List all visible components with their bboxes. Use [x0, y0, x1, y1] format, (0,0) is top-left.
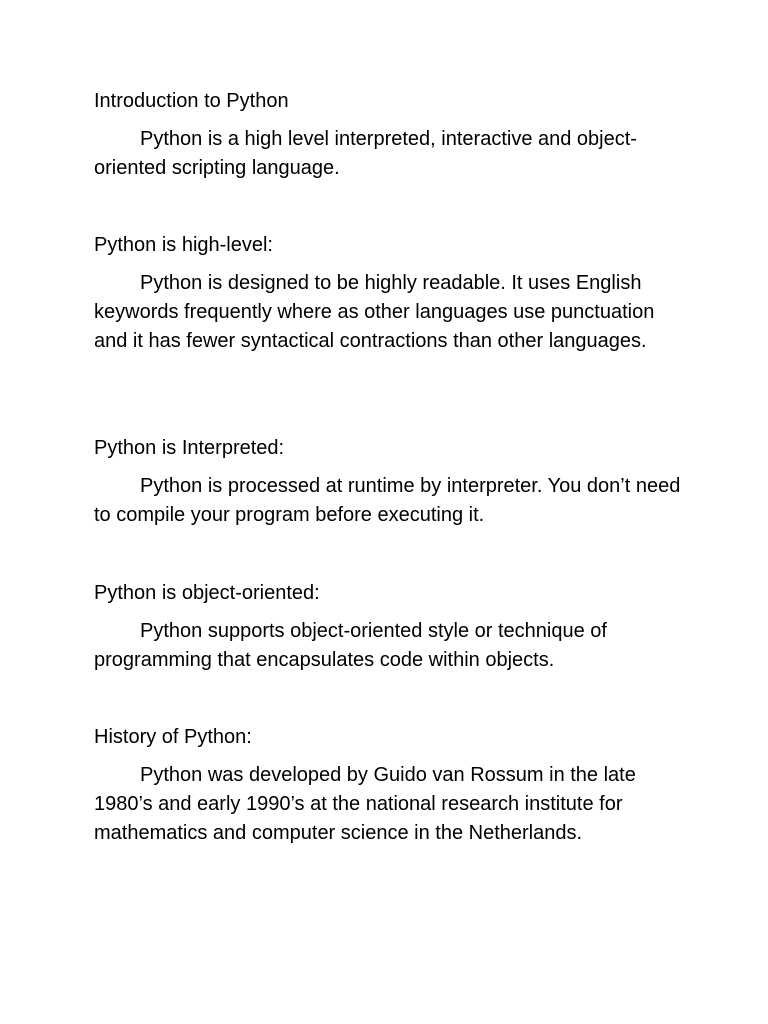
- section-body-introduction: Python is a high level interpreted, interactive and object-oriented scripting language.: [94, 128, 637, 179]
- section-heading-high-level: Python is high-level:: [94, 234, 273, 256]
- section-body-history: Python was developed by Guido van Rossum in the late 1980’s and early 1990’s at the national research institute for mathematics and computer science in the Netherlands.: [94, 764, 636, 844]
- section-heading-history: History of Python:: [94, 726, 252, 748]
- section-heading-object-oriented: Python is object-oriented:: [94, 582, 320, 604]
- section-body-interpreted: Python is processed at runtime by interpreter. You don’t need to compile your program before executing it.: [94, 475, 681, 526]
- section-body-high-level: Python is designed to be highly readable. It uses English keywords frequently where as other languages use punctuation and it has fewer syntactical contractions than other languages.: [94, 272, 655, 352]
- section-heading-interpreted: Python is Interpreted:: [94, 437, 285, 459]
- section-body-object-oriented: Python supports object-oriented style or technique of programming that encapsulates code within objects.: [94, 620, 607, 671]
- section-heading-introduction: Introduction to Python: [94, 90, 289, 112]
